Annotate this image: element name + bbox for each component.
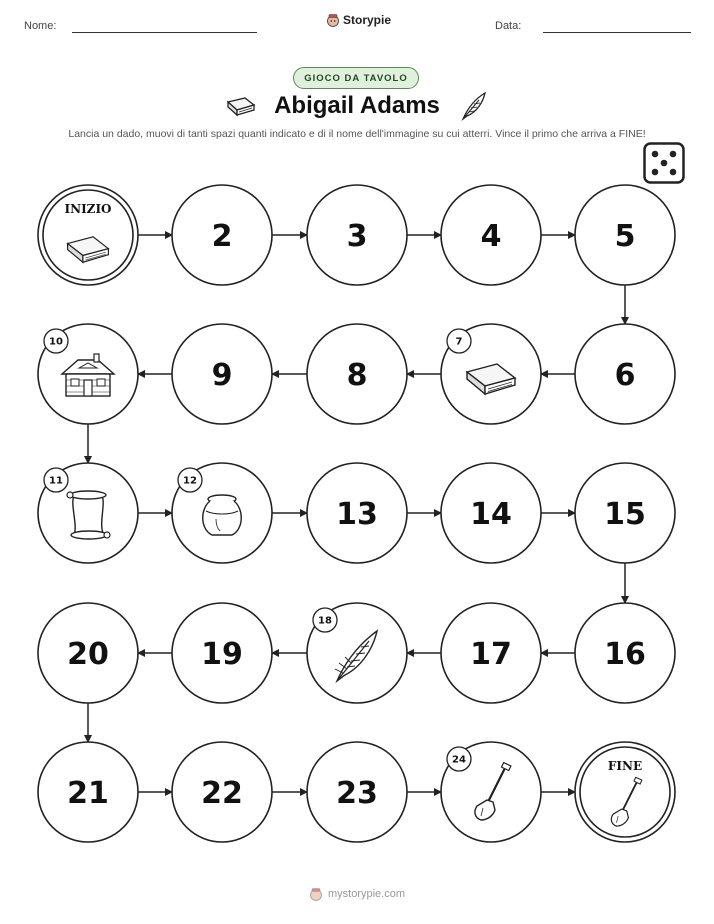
board-space-10 [38, 324, 138, 424]
space-number: 5 [614, 219, 636, 254]
board-space-6 [575, 324, 675, 424]
board-space-12 [172, 463, 272, 563]
board-space-16 [575, 603, 675, 703]
space-number: 14 [470, 497, 512, 532]
space-number: 24 [452, 754, 466, 766]
board-space-1 [38, 185, 138, 285]
space-number: 3 [346, 219, 368, 254]
board-space-23 [307, 742, 407, 842]
brand-name: Storypie [343, 13, 392, 27]
instructions-text: Lancia un dado, muovi di tanti spazi quanti indicato e di il nome dell'immagine su cui atterri. Vince il primo che arriva a FINE! [68, 128, 646, 140]
board-space-3 [307, 185, 407, 285]
storypie-mascot-icon [309, 887, 323, 901]
space-number: 15 [604, 497, 646, 532]
space-number: 23 [336, 776, 378, 811]
finish-label: FINE [607, 759, 643, 773]
board-space-8 [307, 324, 407, 424]
space-number: 10 [49, 336, 63, 348]
board-space-14 [441, 463, 541, 563]
board-space-21 [38, 742, 138, 842]
space-circle [575, 742, 675, 842]
space-circle [38, 185, 138, 285]
board-space-4 [441, 185, 541, 285]
space-number: 18 [318, 615, 332, 627]
category-badge: GIOCO DA TAVOLO [293, 67, 419, 89]
date-label: Data: [495, 20, 522, 32]
board-space-11 [38, 463, 138, 563]
board-space-18 [307, 603, 407, 703]
space-number: 9 [211, 358, 233, 393]
space-number: 17 [470, 637, 512, 672]
board-space-15 [575, 463, 675, 563]
space-number: 13 [336, 497, 378, 532]
board-space-17 [441, 603, 541, 703]
board-space-24 [441, 742, 541, 842]
space-number: 7 [455, 336, 463, 348]
space-number: 21 [67, 776, 109, 811]
space-number: 4 [480, 219, 502, 254]
board-space-13 [307, 463, 407, 563]
name-label: Nome: [24, 20, 57, 32]
pot-icon [203, 495, 242, 535]
board-space-7 [441, 324, 541, 424]
board-space-9 [172, 324, 272, 424]
board-space-2 [172, 185, 272, 285]
space-number: 20 [67, 637, 109, 672]
space-number: 2 [211, 219, 233, 254]
space-number: 16 [604, 637, 646, 672]
page-title: Abigail Adams [274, 92, 440, 119]
footer [309, 887, 405, 901]
space-number: 6 [614, 358, 636, 393]
board-space-22 [172, 742, 272, 842]
board-space-25 [575, 742, 675, 842]
space-number: 8 [346, 358, 368, 393]
footer-url: mystorypie.com [328, 888, 406, 900]
board-space-20 [38, 603, 138, 703]
space-number: 22 [201, 776, 243, 811]
space-number: 19 [201, 637, 243, 672]
start-label: INIZIO [64, 202, 112, 216]
board-space-5 [575, 185, 675, 285]
board-space-19 [172, 603, 272, 703]
space-number: 11 [49, 475, 63, 487]
space-number: 12 [183, 475, 197, 487]
